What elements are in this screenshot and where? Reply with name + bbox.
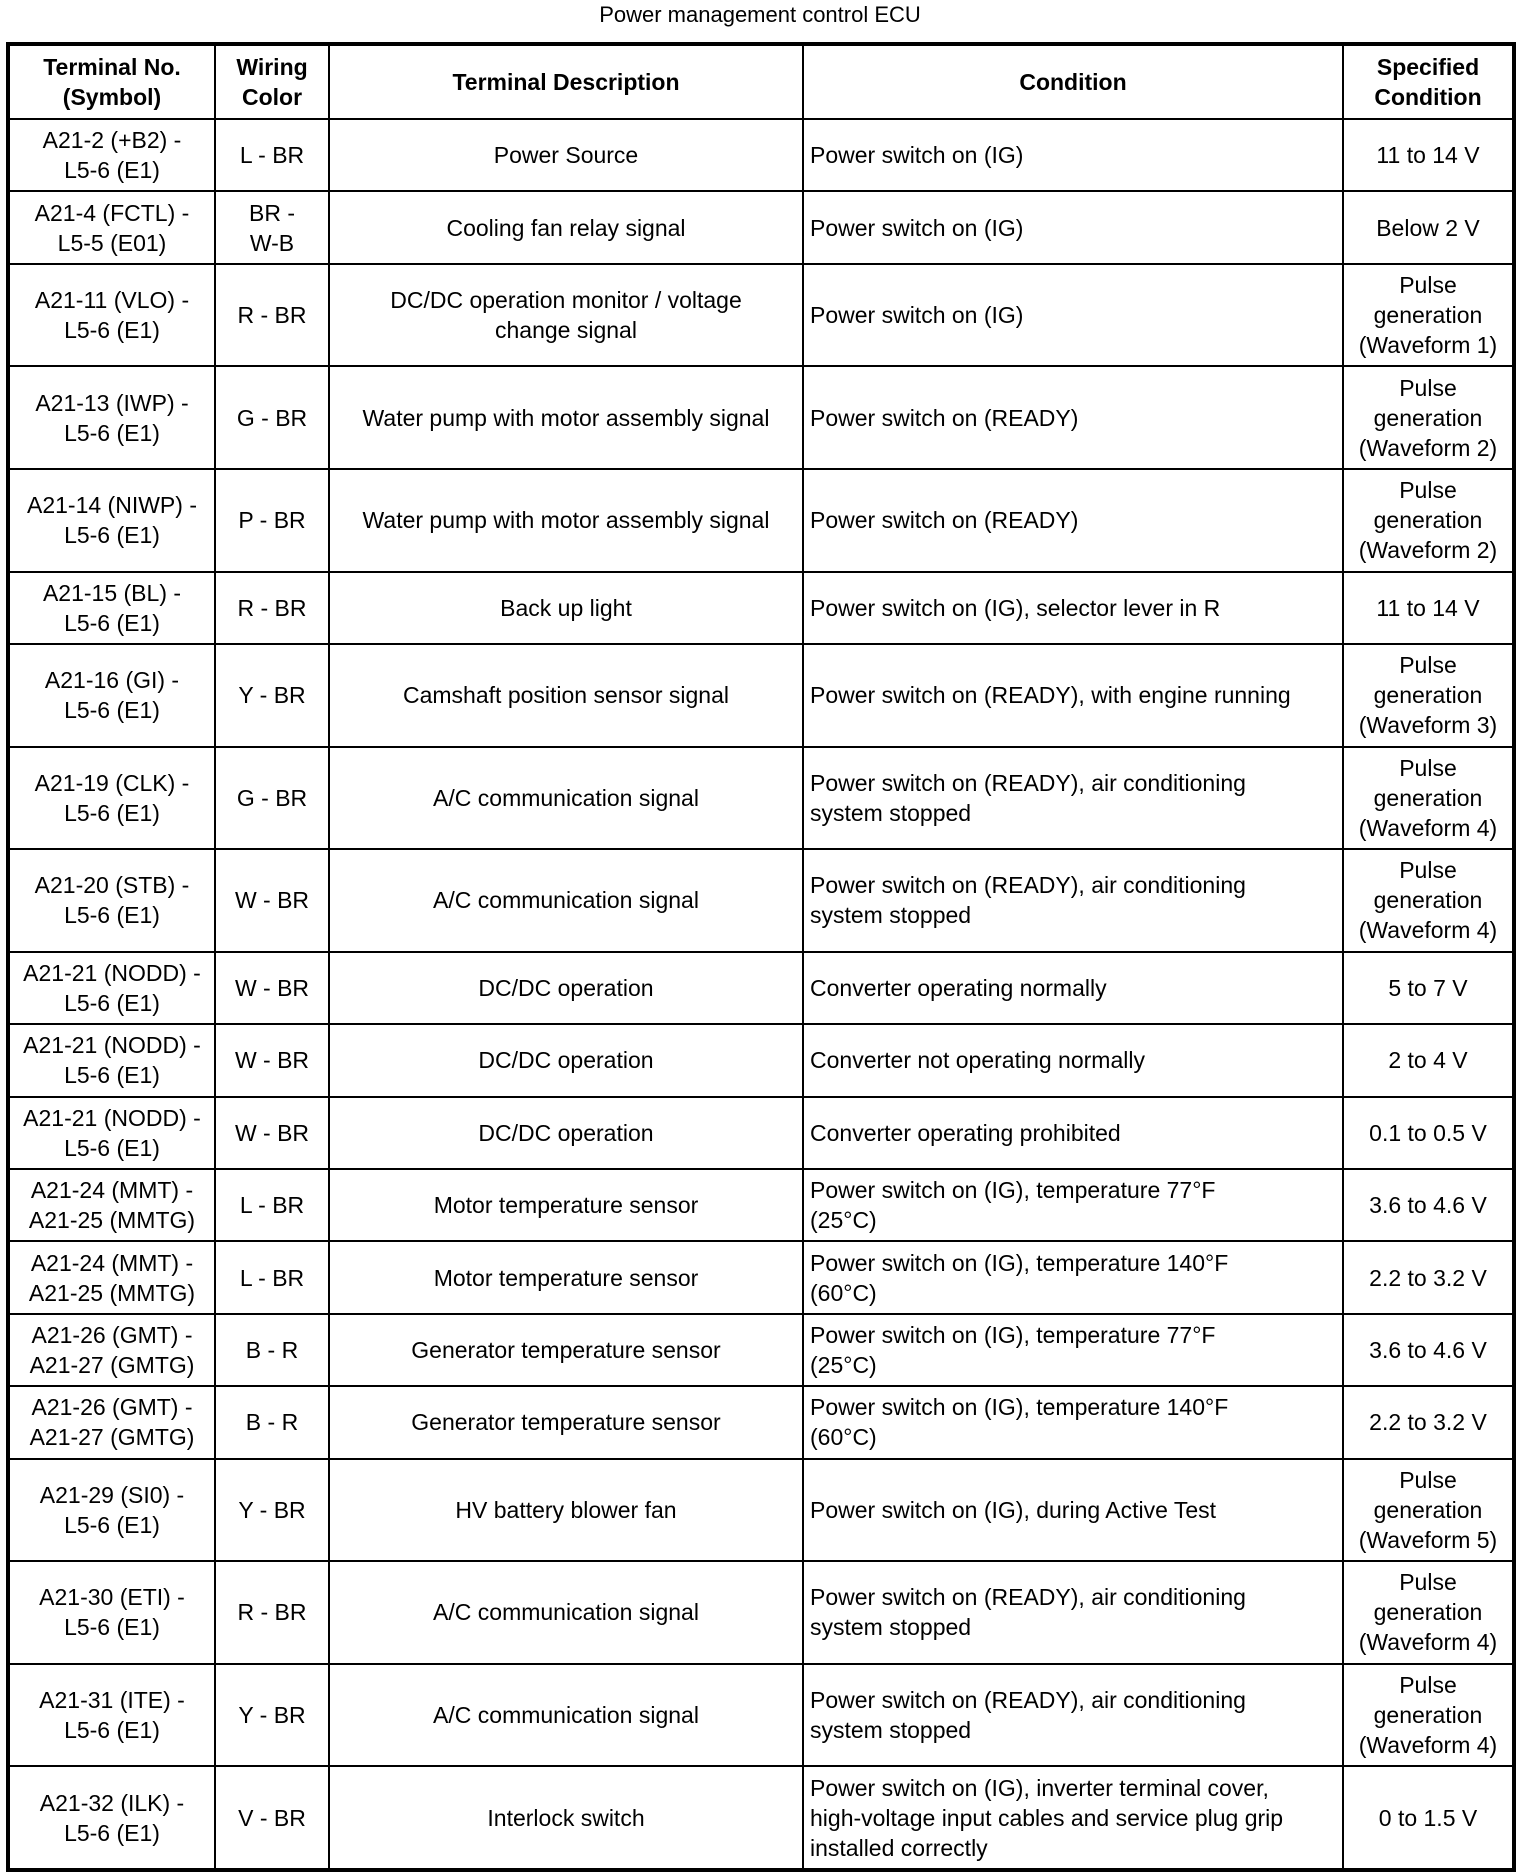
cell-wiring-color: R - BR xyxy=(215,264,329,367)
cell-specified-condition: 0 to 1.5 V xyxy=(1343,1766,1513,1869)
cell-wiring-color: P - BR xyxy=(215,469,329,572)
header-terminal: Terminal No. (Symbol) xyxy=(9,45,215,119)
cell-terminal-description: Back up light xyxy=(329,572,803,644)
cell-terminal: A21-21 (NODD) - L5-6 (E1) xyxy=(9,1097,215,1169)
cell-condition: Power switch on (READY), air conditioning system stopped xyxy=(803,1561,1343,1664)
cell-terminal-description: Water pump with motor assembly signal xyxy=(329,366,803,469)
cell-wiring-color: B - R xyxy=(215,1314,329,1386)
cell-wiring-color: L - BR xyxy=(215,1169,329,1241)
cell-wiring-color: Y - BR xyxy=(215,1664,329,1767)
cell-wiring-color: Y - BR xyxy=(215,644,329,747)
cell-terminal-description: A/C communication signal xyxy=(329,1664,803,1767)
cell-terminal: A21-20 (STB) - L5-6 (E1) xyxy=(9,849,215,952)
cell-condition: Power switch on (IG) xyxy=(803,191,1343,263)
page-title: Power management control ECU xyxy=(599,2,921,27)
cell-condition: Power switch on (READY), air conditioning system stopped xyxy=(803,1664,1343,1767)
cell-specified-condition: Pulse generation (Waveform 2) xyxy=(1343,366,1513,469)
table-row xyxy=(9,469,1513,572)
cell-terminal: A21-32 (ILK) - L5-6 (E1) xyxy=(9,1766,215,1869)
cell-terminal: A21-2 (+B2) - L5-6 (E1) xyxy=(9,119,215,191)
cell-terminal-description: HV battery blower fan xyxy=(329,1459,803,1562)
cell-terminal: A21-24 (MMT) - A21-25 (MMTG) xyxy=(9,1169,215,1241)
terminal-table xyxy=(8,44,1514,1870)
header-terminal-description: Terminal Description xyxy=(329,45,803,119)
table-row xyxy=(9,1169,1513,1241)
cell-terminal: A21-31 (ITE) - L5-6 (E1) xyxy=(9,1664,215,1767)
cell-specified-condition: Below 2 V xyxy=(1343,191,1513,263)
cell-specified-condition: Pulse generation (Waveform 4) xyxy=(1343,1561,1513,1664)
cell-terminal-description: Cooling fan relay signal xyxy=(329,191,803,263)
cell-specified-condition: 0.1 to 0.5 V xyxy=(1343,1097,1513,1169)
cell-terminal-description: Interlock switch xyxy=(329,1766,803,1869)
cell-specified-condition: Pulse generation (Waveform 1) xyxy=(1343,264,1513,367)
cell-condition: Power switch on (IG), temperature 77°F (25°C) xyxy=(803,1314,1343,1386)
cell-wiring-color: W - BR xyxy=(215,849,329,952)
cell-condition: Power switch on (IG) xyxy=(803,119,1343,191)
cell-terminal: A21-26 (GMT) - A21-27 (GMTG) xyxy=(9,1314,215,1386)
cell-wiring-color: R - BR xyxy=(215,1561,329,1664)
cell-wiring-color: W - BR xyxy=(215,1024,329,1096)
cell-specified-condition: 2.2 to 3.2 V xyxy=(1343,1241,1513,1313)
cell-condition: Power switch on (IG) xyxy=(803,264,1343,367)
cell-terminal: A21-4 (FCTL) - L5-5 (E01) xyxy=(9,191,215,263)
cell-terminal: A21-26 (GMT) - A21-27 (GMTG) xyxy=(9,1386,215,1458)
cell-terminal: A21-24 (MMT) - A21-25 (MMTG) xyxy=(9,1241,215,1313)
cell-specified-condition: 3.6 to 4.6 V xyxy=(1343,1314,1513,1386)
cell-terminal-description: Water pump with motor assembly signal xyxy=(329,469,803,572)
cell-terminal-description: A/C communication signal xyxy=(329,849,803,952)
cell-terminal-description: DC/DC operation xyxy=(329,1097,803,1169)
table-header-row xyxy=(9,45,1513,119)
cell-specified-condition: 11 to 14 V xyxy=(1343,119,1513,191)
table-row xyxy=(9,1766,1513,1869)
cell-terminal: A21-30 (ETI) - L5-6 (E1) xyxy=(9,1561,215,1664)
cell-specified-condition: 11 to 14 V xyxy=(1343,572,1513,644)
cell-wiring-color: L - BR xyxy=(215,119,329,191)
cell-wiring-color: V - BR xyxy=(215,1766,329,1869)
cell-condition: Power switch on (IG), temperature 77°F (25°C) xyxy=(803,1169,1343,1241)
table-row xyxy=(9,747,1513,850)
cell-terminal: A21-29 (SI0) - L5-6 (E1) xyxy=(9,1459,215,1562)
table-row xyxy=(9,952,1513,1024)
header-wiring-color: Wiring Color xyxy=(215,45,329,119)
cell-condition: Power switch on (IG), selector lever in R xyxy=(803,572,1343,644)
table-body xyxy=(9,119,1513,1869)
table-row xyxy=(9,119,1513,191)
cell-wiring-color: W - BR xyxy=(215,952,329,1024)
cell-condition: Converter operating normally xyxy=(803,952,1343,1024)
cell-terminal: A21-21 (NODD) - L5-6 (E1) xyxy=(9,1024,215,1096)
table-row xyxy=(9,264,1513,367)
header-condition: Condition xyxy=(803,45,1343,119)
cell-terminal-description: DC/DC operation monitor / voltage change signal xyxy=(329,264,803,367)
cell-terminal-description: DC/DC operation xyxy=(329,1024,803,1096)
cell-terminal-description: Generator temperature sensor xyxy=(329,1314,803,1386)
cell-terminal-description: Camshaft position sensor signal xyxy=(329,644,803,747)
table-row xyxy=(9,1314,1513,1386)
cell-specified-condition: Pulse generation (Waveform 2) xyxy=(1343,469,1513,572)
cell-wiring-color: BR - W-B xyxy=(215,191,329,263)
table-row xyxy=(9,1664,1513,1767)
cell-condition: Converter operating prohibited xyxy=(803,1097,1343,1169)
table-row xyxy=(9,1386,1513,1458)
table-row xyxy=(9,644,1513,747)
table-row xyxy=(9,1241,1513,1313)
cell-wiring-color: R - BR xyxy=(215,572,329,644)
cell-condition: Converter not operating normally xyxy=(803,1024,1343,1096)
cell-terminal: A21-14 (NIWP) - L5-6 (E1) xyxy=(9,469,215,572)
cell-terminal-description: DC/DC operation xyxy=(329,952,803,1024)
cell-specified-condition: Pulse generation (Waveform 4) xyxy=(1343,747,1513,850)
cell-condition: Power switch on (READY), with engine running xyxy=(803,644,1343,747)
cell-condition: Power switch on (READY), air conditioning system stopped xyxy=(803,849,1343,952)
cell-specified-condition: 3.6 to 4.6 V xyxy=(1343,1169,1513,1241)
cell-terminal-description: Generator temperature sensor xyxy=(329,1386,803,1458)
cell-terminal-description: A/C communication signal xyxy=(329,747,803,850)
cell-specified-condition: 2.2 to 3.2 V xyxy=(1343,1386,1513,1458)
cell-terminal: A21-13 (IWP) - L5-6 (E1) xyxy=(9,366,215,469)
cell-specified-condition: Pulse generation (Waveform 5) xyxy=(1343,1459,1513,1562)
cell-condition: Power switch on (IG), inverter terminal cover, high-voltage input cables and service plug grip installed correctly xyxy=(803,1766,1343,1869)
cell-terminal-description: A/C communication signal xyxy=(329,1561,803,1664)
cell-condition: Power switch on (IG), temperature 140°F (60°C) xyxy=(803,1241,1343,1313)
table-row xyxy=(9,849,1513,952)
cell-terminal-description: Power Source xyxy=(329,119,803,191)
table-row xyxy=(9,1561,1513,1664)
table-row xyxy=(9,1024,1513,1096)
cell-wiring-color: G - BR xyxy=(215,366,329,469)
cell-terminal-description: Motor temperature sensor xyxy=(329,1241,803,1313)
cell-terminal: A21-19 (CLK) - L5-6 (E1) xyxy=(9,747,215,850)
table-row xyxy=(9,366,1513,469)
cell-wiring-color: B - R xyxy=(215,1386,329,1458)
cell-wiring-color: W - BR xyxy=(215,1097,329,1169)
cell-condition: Power switch on (READY) xyxy=(803,469,1343,572)
table-row xyxy=(9,1459,1513,1562)
table-row xyxy=(9,572,1513,644)
table-row xyxy=(9,191,1513,263)
header-specified-condition: Specified Condition xyxy=(1343,45,1513,119)
cell-condition: Power switch on (READY) xyxy=(803,366,1343,469)
cell-condition: Power switch on (IG), temperature 140°F (60°C) xyxy=(803,1386,1343,1458)
cell-terminal: A21-21 (NODD) - L5-6 (E1) xyxy=(9,952,215,1024)
cell-wiring-color: G - BR xyxy=(215,747,329,850)
cell-wiring-color: L - BR xyxy=(215,1241,329,1313)
table-row xyxy=(9,1097,1513,1169)
cell-specified-condition: 5 to 7 V xyxy=(1343,952,1513,1024)
cell-terminal: A21-11 (VLO) - L5-6 (E1) xyxy=(9,264,215,367)
cell-specified-condition: Pulse generation (Waveform 3) xyxy=(1343,644,1513,747)
cell-terminal-description: Motor temperature sensor xyxy=(329,1169,803,1241)
cell-specified-condition: 2 to 4 V xyxy=(1343,1024,1513,1096)
cell-condition: Power switch on (READY), air conditioning system stopped xyxy=(803,747,1343,850)
cell-terminal: A21-16 (GI) - L5-6 (E1) xyxy=(9,644,215,747)
cell-specified-condition: Pulse generation (Waveform 4) xyxy=(1343,849,1513,952)
cell-condition: Power switch on (IG), during Active Test xyxy=(803,1459,1343,1562)
cell-terminal: A21-15 (BL) - L5-6 (E1) xyxy=(9,572,215,644)
cell-specified-condition: Pulse generation (Waveform 4) xyxy=(1343,1664,1513,1767)
cell-wiring-color: Y - BR xyxy=(215,1459,329,1562)
